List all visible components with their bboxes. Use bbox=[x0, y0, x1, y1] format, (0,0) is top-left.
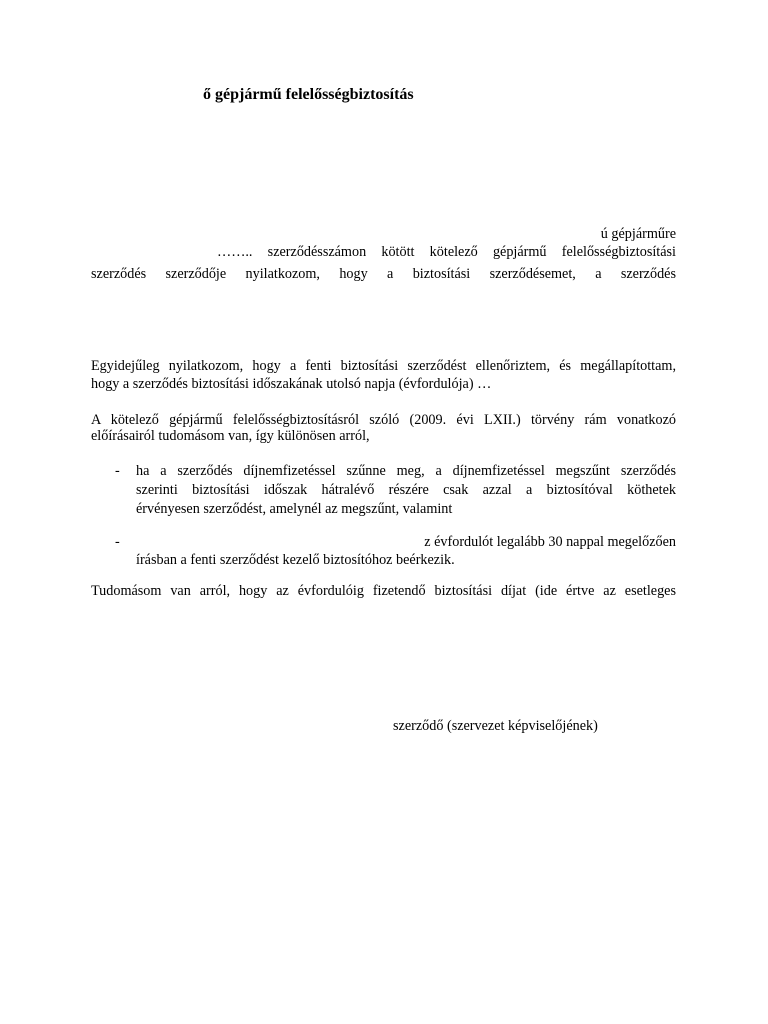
paragraph-2-line-1: A kötelező gépjármű felelősségbiztosításról szóló (2009. évi LXII.) törvény rám vonatkozó bbox=[91, 412, 676, 428]
bullet-2-line-2: írásban a fenti szerződést kezelő biztosítóhoz beérkezik. bbox=[136, 552, 455, 568]
paragraph-1-line-2: hogy a szerződés biztosítási időszakának utolsó napja (évfordulója) … bbox=[91, 376, 492, 392]
bullet-1-line-2: szerinti biztosítási időszak hátralévő részére csak azzal a biztosítóval köthetek bbox=[136, 482, 676, 498]
bullet-1-line-1: ha a szerződés díjnemfizetéssel szűnne meg, a díjnemfizetéssel megszűnt szerződés bbox=[136, 463, 676, 479]
paragraph-1-line-1: Egyidejűleg nyilatkozom, hogy a fenti biztosítási szerződést ellenőriztem, és megállapítottam, bbox=[91, 358, 676, 374]
header-line-1: ú gépjárműre bbox=[600, 226, 676, 242]
paragraph-3-line-1: Tudomásom van arról, hogy az évfordulóig fizetendő biztosítási díjat (ide értve az esetleges bbox=[91, 583, 676, 599]
header-line-3: szerződés szerződője nyilatkozom, hogy a biztosítási szerződésemet, a szerződés bbox=[91, 266, 676, 282]
header-line-2: …….. szerződésszámon kötött kötelező gépjármű felelősségbiztosítási bbox=[217, 244, 676, 260]
bullet-2-line-1: z évfordulót legalább 30 nappal megelőzően bbox=[424, 534, 676, 550]
signature-label: szerződő (szervezet képviselőjének) bbox=[393, 718, 598, 734]
bullet-2-dash: - bbox=[115, 534, 120, 550]
document-title: ő gépjármű felelősségbiztosítás bbox=[203, 86, 414, 103]
bullet-1-line-3: érvényesen szerződést, amelynél az megszűnt, valamint bbox=[136, 501, 453, 517]
paragraph-2-line-2: előírásairól tudomásom van, így különösen arról, bbox=[91, 428, 370, 444]
bullet-1-dash: - bbox=[115, 463, 120, 479]
